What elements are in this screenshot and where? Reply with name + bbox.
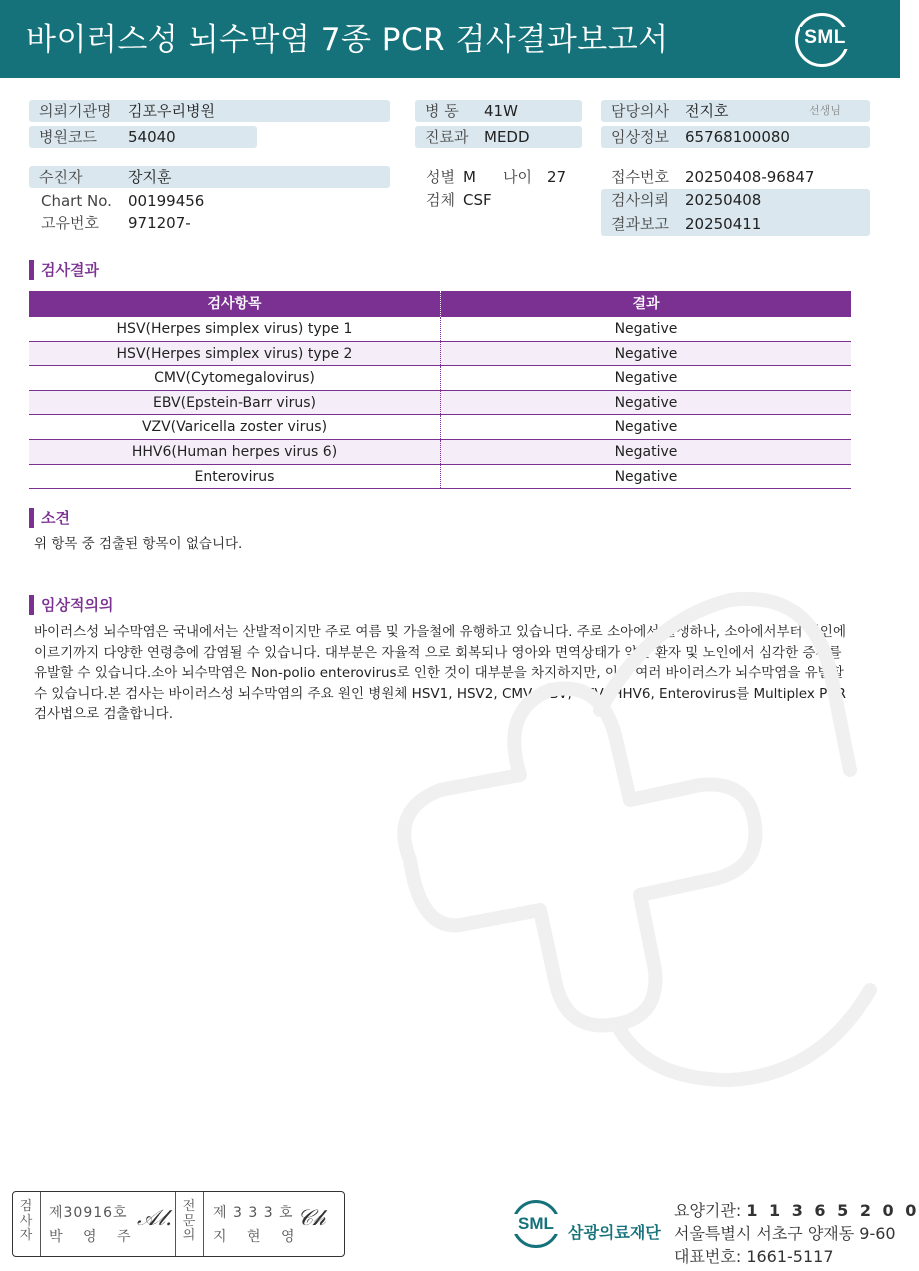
table-row [29, 440, 851, 465]
table-row [29, 465, 851, 490]
sex-age-field [415, 166, 582, 188]
row-result: Negative [614, 370, 678, 387]
agency-code: 1 1 3 6 5 2 0 0 [746, 1201, 919, 1220]
clinical-line: 유발할 수 있습니다.소아 뇌수막염은 Non-polio enterovirus로 인한 것이 대부분을 차지하지만, 이외 여러 바이러스가 뇌수막염을 유발할 [34, 665, 844, 681]
table-row [29, 317, 851, 342]
dates-field [601, 189, 870, 236]
specialist-license: 제 3 3 3 호 [213, 1205, 294, 1221]
results-table-header [29, 291, 851, 317]
clinical-info-label: 임상정보 [611, 128, 669, 146]
receipt-field [601, 166, 870, 188]
hospital-code-label: 병원코드 [39, 128, 97, 146]
row-item: CMV(Cytomegalovirus) [29, 366, 441, 390]
doctor-label: 담당의사 [611, 102, 669, 120]
report-date-value: 20250411 [685, 215, 762, 233]
table-row [29, 342, 851, 367]
ward-value: 41W [484, 102, 518, 120]
ward-field [415, 100, 582, 122]
hospital-code-field [29, 126, 257, 148]
divider [40, 1192, 41, 1256]
tester-signature: 𝒜𝓁. [137, 1206, 173, 1231]
tester-label: 검 사 자 [19, 1199, 33, 1243]
header-item: 검사항목 [29, 291, 441, 317]
row-item: HHV6(Human herpes virus 6) [29, 440, 441, 464]
row-item: VZV(Varicella zoster virus) [29, 415, 441, 439]
agency-code-line: 요양기관: 1 1 3 6 5 2 0 0 [674, 1201, 919, 1220]
specialist-signature: 𝒞𝒽 [297, 1206, 326, 1231]
request-date-label: 검사의뢰 [611, 191, 669, 209]
row-item: HSV(Herpes simplex virus) type 2 [29, 342, 441, 366]
unique-id-field [29, 212, 390, 234]
table-row [29, 391, 851, 416]
institution-value: 김포우리병원 [128, 102, 215, 120]
clinical-section-title: 임상적의의 [29, 595, 113, 615]
row-result: Negative [614, 394, 678, 411]
signature-box [12, 1191, 345, 1257]
specimen-label: 검체 [426, 191, 455, 209]
clinical-line: 수 있습니다.본 검사는 바이러스성 뇌수막염의 주요 원인 병원체 HSV1, HSV2, CMV, EBV, VZV, HHV6, Enterovirus를 Multiplex PCR [34, 685, 847, 702]
divider [175, 1192, 176, 1256]
row-item: EBV(Epstein-Barr virus) [29, 391, 441, 415]
institution-label: 의뢰기관명 [39, 102, 112, 120]
row-result: Negative [614, 321, 678, 337]
opinion-section-title: 소견 [29, 508, 70, 528]
phone-label: 대표번호 [674, 1247, 736, 1266]
agency-label: 요양기관 [674, 1201, 736, 1220]
table-row [29, 415, 851, 440]
unique-id-label: 고유번호 [41, 214, 99, 232]
age-label: 나이 [503, 168, 532, 186]
table-row [29, 366, 851, 391]
row-item: HSV(Herpes simplex virus) type 1 [29, 317, 441, 341]
row-result: Negative [614, 443, 678, 460]
report-header [0, 0, 900, 78]
sml-logo: SML [800, 27, 850, 49]
request-date-value: 20250408 [685, 191, 762, 209]
clinical-line: 이르기까지 다양한 연령층에 감염될 수 있습니다. 대부분은 자율적 으로 회복되나 영아와 면역상태가 약한 환자 및 노인에서 심각한 증세를 [34, 644, 842, 661]
patient-label: 수진자 [39, 168, 83, 186]
sex-label: 성별 [426, 168, 455, 186]
age-value: 27 [547, 168, 567, 186]
specialist-name: 지 현 영 [213, 1229, 303, 1245]
tester-license: 제30916호 [49, 1205, 128, 1221]
patient-field [29, 166, 390, 188]
report-date-label: 결과보고 [611, 215, 669, 233]
row-item: Enterovirus [29, 465, 441, 489]
clinical-line: 바이러스성 뇌수막염은 국내에서는 산발적이지만 주로 여름 및 가을철에 유행하고 있습니다. 주로 소아에서 발생하나, 소아에서부터 성인에 [34, 624, 846, 640]
department-label: 진료과 [425, 128, 469, 146]
foundation-name: 삼광의료재단 [568, 1223, 661, 1242]
specimen-field [415, 189, 582, 211]
chart-no-field [29, 190, 390, 212]
header-result: 결과 [632, 296, 660, 312]
results-table [29, 291, 851, 489]
doctor-value: 전지호 [685, 102, 729, 120]
department-field [415, 126, 582, 148]
phone-number: 1661-5117 [746, 1247, 834, 1266]
phone-line: 대표번호: 1661-5117 [674, 1247, 834, 1266]
doctor-field [601, 100, 870, 122]
clinical-info-field [601, 126, 870, 148]
ward-label: 병 동 [425, 102, 459, 120]
receipt-label: 접수번호 [611, 168, 669, 186]
address: 서울특별시 서초구 양재동 9-60 [674, 1224, 896, 1243]
report-title: 바이러스성 뇌수막염 7종 PCR 검사결과보고서 [26, 22, 669, 58]
specialist-label: 전 문 의 [182, 1199, 196, 1243]
watermark-cross-logo [350, 560, 890, 1120]
chart-no-label: Chart No. [41, 192, 112, 210]
specimen-value: CSF [463, 191, 492, 209]
chart-no-value: 00199456 [128, 192, 205, 210]
clinical-info-value: 65768100080 [685, 128, 790, 146]
row-result: Negative [614, 468, 678, 485]
footer-logo: SML [508, 1214, 564, 1234]
results-section-title: 검사결과 [29, 260, 99, 280]
doctor-suffix: 선생님 [809, 104, 841, 117]
sex-value: M [463, 168, 476, 186]
opinion-text: 위 항목 중 검출된 항목이 없습니다. [34, 536, 243, 552]
clinical-line: 검사법으로 검출합니다. [34, 706, 173, 722]
patient-value: 장지훈 [128, 168, 172, 186]
divider [203, 1192, 204, 1256]
receipt-value: 20250408-96847 [685, 168, 815, 186]
institution-field [29, 100, 390, 122]
tester-name: 박 영 주 [49, 1229, 139, 1245]
row-result: Negative [614, 419, 678, 436]
department-value: MEDD [484, 128, 530, 146]
hospital-code-value: 54040 [128, 128, 176, 146]
row-result: Negative [614, 345, 678, 362]
unique-id-value: 971207- [128, 214, 191, 232]
